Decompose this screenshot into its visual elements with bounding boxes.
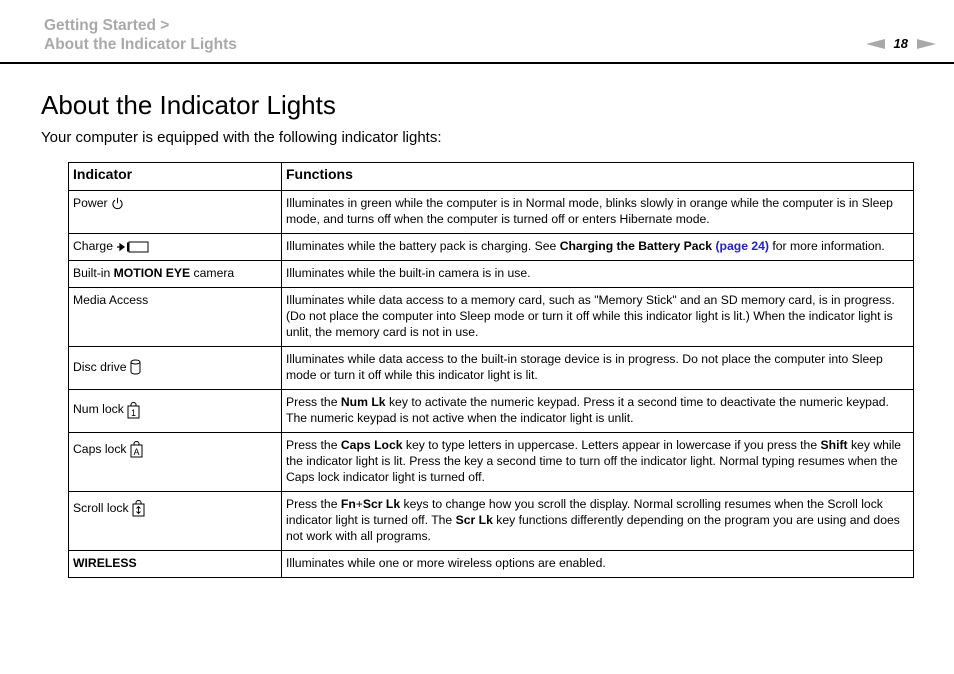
function-text: for more information. <box>768 239 885 253</box>
function-text: Press the <box>286 497 341 511</box>
power-icon <box>111 197 124 210</box>
function-cell <box>282 288 914 347</box>
indicator-cell <box>69 261 282 288</box>
page-link[interactable]: (page 24) <box>715 239 769 253</box>
indicator-cell <box>69 551 282 578</box>
function-text-bold: Scr Lk <box>455 513 493 527</box>
table-row <box>69 390 914 433</box>
column-header-indicator: Indicator <box>69 163 282 191</box>
indicator-label: Media Access <box>73 293 149 307</box>
indicator-cell <box>69 288 282 347</box>
column-header-functions: Functions <box>282 163 914 191</box>
function-cell <box>282 390 914 433</box>
caps-lock-icon <box>130 441 143 458</box>
page-title: About the Indicator Lights <box>41 90 336 120</box>
breadcrumb <box>44 16 237 54</box>
num-lock-icon <box>127 402 140 419</box>
function-cell <box>282 551 914 578</box>
function-cell <box>282 492 914 551</box>
table-row <box>69 261 914 288</box>
indicator-cell <box>69 492 282 551</box>
function-text: Illuminates while one or more wireless options are enabled. <box>286 556 606 570</box>
previous-page-arrow-icon[interactable] <box>866 39 885 49</box>
table-row <box>69 433 914 492</box>
table-row <box>69 492 914 551</box>
table-row <box>69 234 914 261</box>
header-divider <box>0 62 954 64</box>
function-text-bold: Shift <box>820 438 848 452</box>
page-navigation <box>866 36 936 51</box>
function-text-bold: Fn <box>340 497 356 511</box>
table-row <box>69 191 914 234</box>
table-row <box>69 551 914 578</box>
function-cell <box>282 191 914 234</box>
function-text-bold: Charging the Battery Pack <box>559 239 713 253</box>
indicator-cell <box>69 347 282 390</box>
disc-drive-icon <box>130 359 141 375</box>
function-text-bold: Caps Lock <box>340 438 403 452</box>
intro-text: Your computer is equipped with the following indicator lights: <box>41 129 442 146</box>
function-text: Illuminates in green while the computer is in Normal mode, blinks slowly in orange while the computer is in Sleep mode, and turns off when the computer is turned off or enters Hibernate mode. <box>286 196 893 226</box>
function-cell <box>282 347 914 390</box>
indicator-label-bold: MOTION EYE <box>113 266 191 280</box>
indicator-label: Scroll lock <box>73 501 129 515</box>
indicator-label: Num lock <box>73 402 124 417</box>
function-cell <box>282 234 914 261</box>
next-page-arrow-icon[interactable] <box>917 39 936 49</box>
indicator-label-bold: WIRELESS <box>73 556 137 570</box>
svg-text:A: A <box>133 447 140 458</box>
function-text: Press the <box>286 438 341 452</box>
indicator-label: Caps lock <box>73 442 127 456</box>
indicator-label: Disc drive <box>73 359 127 374</box>
indicator-cell <box>69 433 282 492</box>
function-text-bold: Num Lk <box>340 395 386 409</box>
function-text: Illuminates while the built-in camera is in use. <box>286 266 531 280</box>
function-text: key to activate the numeric keypad. Press it a second time to deactivate the numeric keypad. The numeric keypad is not active when the indicator light is unlit. <box>286 395 889 425</box>
function-text: + <box>355 497 363 511</box>
function-text: keys to change how you scroll the display. Normal scrolling resumes when the Scroll lock indicator light is turned off. The <box>286 497 883 527</box>
function-text: Illuminates while data access to a memory card, such as "Memory Stick" and an SD memory card, is in progress. (Do not place the computer into Sleep mode or turn it off while this indicator light is lit.) When the indicator light is unlit, the memory card is not in use. <box>286 293 895 339</box>
function-text: key while the indicator light is lit. Press the key a second time to turn off the indicator light. Normal typing resumes when the Caps lock indicator light is turned off. <box>286 438 902 484</box>
svg-text:1: 1 <box>130 407 136 418</box>
function-text: key functions differently depending on the program you are using and does not work with all programs. <box>286 513 900 543</box>
breadcrumb-parent[interactable]: Getting Started > <box>44 17 170 34</box>
scroll-lock-icon <box>132 500 145 517</box>
indicator-label: Built-in <box>73 266 114 280</box>
function-cell <box>282 433 914 492</box>
indicator-label: Power <box>73 196 108 210</box>
function-text: key to type letters in uppercase. Letters appear in lowercase if you press the <box>402 438 821 452</box>
page-number: 18 <box>893 36 908 51</box>
function-text-bold: Scr Lk <box>362 497 401 511</box>
table-header-row <box>69 163 914 191</box>
function-cell <box>282 261 914 288</box>
indicator-cell <box>69 234 282 261</box>
table-row <box>69 347 914 390</box>
indicator-cell <box>69 191 282 234</box>
battery-charge-icon <box>116 241 150 253</box>
breadcrumb-current[interactable]: About the Indicator Lights <box>44 36 237 53</box>
indicator-cell <box>69 390 282 433</box>
indicator-label: Charge <box>73 239 113 253</box>
function-text: Press the <box>286 395 341 409</box>
function-text: Illuminates while data access to the built-in storage device is in progress. Do not place the computer into Sleep mode or turn it off while this indicator light is lit. <box>286 352 883 382</box>
table-row <box>69 288 914 347</box>
indicator-label: camera <box>190 266 235 280</box>
indicator-table <box>68 162 914 578</box>
function-text: Illuminates while the battery pack is charging. See <box>286 239 560 253</box>
